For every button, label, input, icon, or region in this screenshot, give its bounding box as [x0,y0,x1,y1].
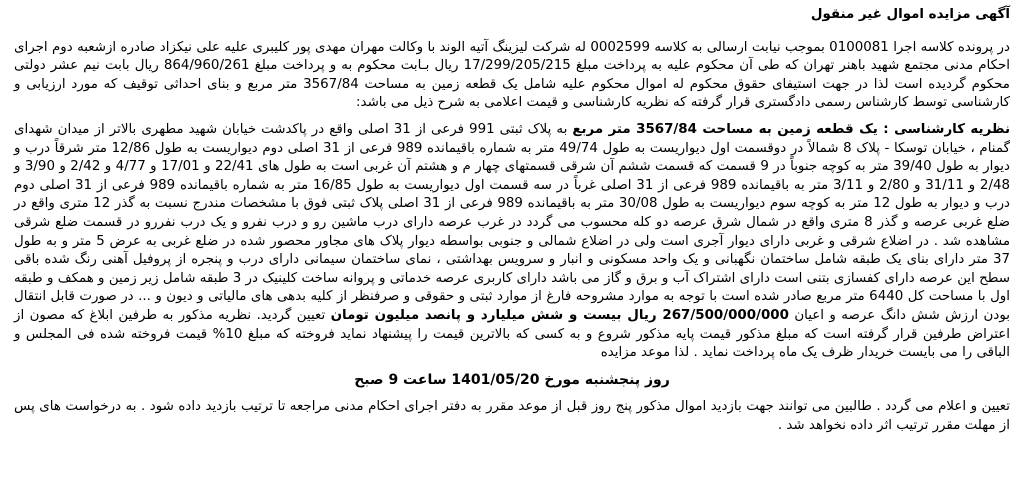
notice-title: آگهی مزایده اموال غیر منقول [810,7,1010,22]
expert-opinion-paragraph [14,121,1010,363]
expert-opinion-body: به پلاک ثبتی 991 فرعی از 31 اصلی واقع در پاکدشت خیابان شهید مطهری بالاتر از میدان شهدای گمنام ، خیابان توسکا - پلاک 8 شمالاً در دوقسمت اول دیواریست به طول 49/74 متر به شماره باقیمانده 989 فرعی از 31 اصلی دوم دیواریست به طول 12/86 متر شرقاً درب و دیوار به طول 39/40 متر به کوچه جنوباً در 9 قسمت که قسمت ششم آن شرقی قسمتهای چهار م و هشتم آن غربی است به طول های 22/41 و 17/01 و 4/77 و 2/42 و 3/90 و 2/48 و 31/11 و 2/80 و 3/11 متر به باقیمانده 989 فرعی از 31 اصلی غرباً در سه قسمت اول دیواریست به طول 16/85 متر به شماره باقیمانده 989 فرعی از 31 اصلی دوم درب و دیوار به طول 12 متر به کوچه سوم دیواریست به طول 30/08 متر به باقیمانده 989 فرعی از 31 اصلی پلاک ثبتی فوق با مشخصات مندرج نسبت به گذر 12 متری واقع در ضلع غربی عرصه و گذر 8 متری واقع در شمال شرق عرصه دو کله محسوب می گردد در غرب عرصه دارای درب ماشین رو و درب نفرو و یک درب نفررو در قسمت ضلع شرقی مشاهده شد . در اضلاع شرقی و غربی دارای دیوار آجری است ولی در اضلاع شمالی و جنوبی بواسطه دیوار پلاک های مجاور محصور شده در ضلع غربی به عرض 5 متر و به طول 37 متر دارای بنای یک طبقه شامل ساختمان نگهبانی و یک واحد مسکونی و انبار و سرویس بهداشتی ، نمای ساختمان سیمانی دارای درب و پنجره از پروفیل آهنی رنگ شده باقی سطح این عرصه دارای کفسازی بتنی است دارای اشتراک آب و برق و گاز می باشد دارای کاربری عرصه خدماتی و پروانه ساخت کلینیک در 3 طبقه شامل زیر زمین و همکف و طبقه اول با مساحت کل 6440 متر مربع صادر شده است با توجه به موارد مشروحه فارغ از موارد ثبتی و حقوقی و صرفنظر از کلیه بدهی های مالیاتی و دیون و ... در صورت قابل انتقال بودن ارزش شش دانگ عرصه و اعیان [14,121,1010,323]
paragraph-spacer [14,113,1010,121]
appraised-value: 267/500/000/000 ریال بیست و شش میلیارد و پانصد میلیون تومان [330,307,789,323]
expert-opinion-heading: نظریه کارشناسی : یک قطعه زمین به مساحت 3567/84 متر مربع [572,121,1010,137]
expert-opinion-tail: تعیین گردید. نظریه مذکور به طرفین ابلاغ که مصون از اعتراض طرفین قرار گرفته است که مبلغ مذکور قیمت پایه مذکور شروع و به کسی که بالاترین قیمت را پیشنهاد نماید فروخته که مبلغ 10% قیمت فروخته شده فی المجلس و الباقی را می بایست خریدار ظرف یک ماه پرداخت نماید . لذا موعد مزایده [14,307,1010,361]
closing-paragraph: تعیین و اعلام می گردد . طالبین می توانند جهت بازدید اموال مذکور پنج روز قبل از موعد مقرر به دفتر اجرای احکام مدنی مراجعه تا ترتیب بازدید داده شود . به درخواست های پس از مهلت مقرر ترتیب اثر داده نخواهد شد . [14,399,1010,433]
auction-date: روز پنجشنبه مورخ 1401/05/20 ساعت 9 صبح [354,371,670,388]
notice-intro-paragraph: در پرونده کلاسه اجرا 0100081 بموجب نیابت ارسالی به کلاسه 0002599 له شرکت لیزینگ آتیه الوند با وکالت مهران مهدی پور کلیبری علیه علی نیکزاد صادره ازشعبه دوم اجرای احکام مدنی مجتمع شهید باهنر تهران که طی آن محکوم علیه به پرداخت مبلغ 17/299/205/215 ریال بـابت محکوم به و پرداخت مبلغ 864/960/261 ریال بابت نیم عشر دولتی محکوم گردیده است لذا در جهت استیفای حقوق محکوم له اموال محکوم علیه شامل یک قطعه زمین به مساحت 3567/84 متر مربع و بنای احداثی توقیف که مورد ارزیابی و کارشناسی توسط کارشناس رسمی دادگستری قرار گرفته که نظریه کارشناسی و قیمت اعلامی به شرح ذیل می باشد: [14,39,1011,111]
